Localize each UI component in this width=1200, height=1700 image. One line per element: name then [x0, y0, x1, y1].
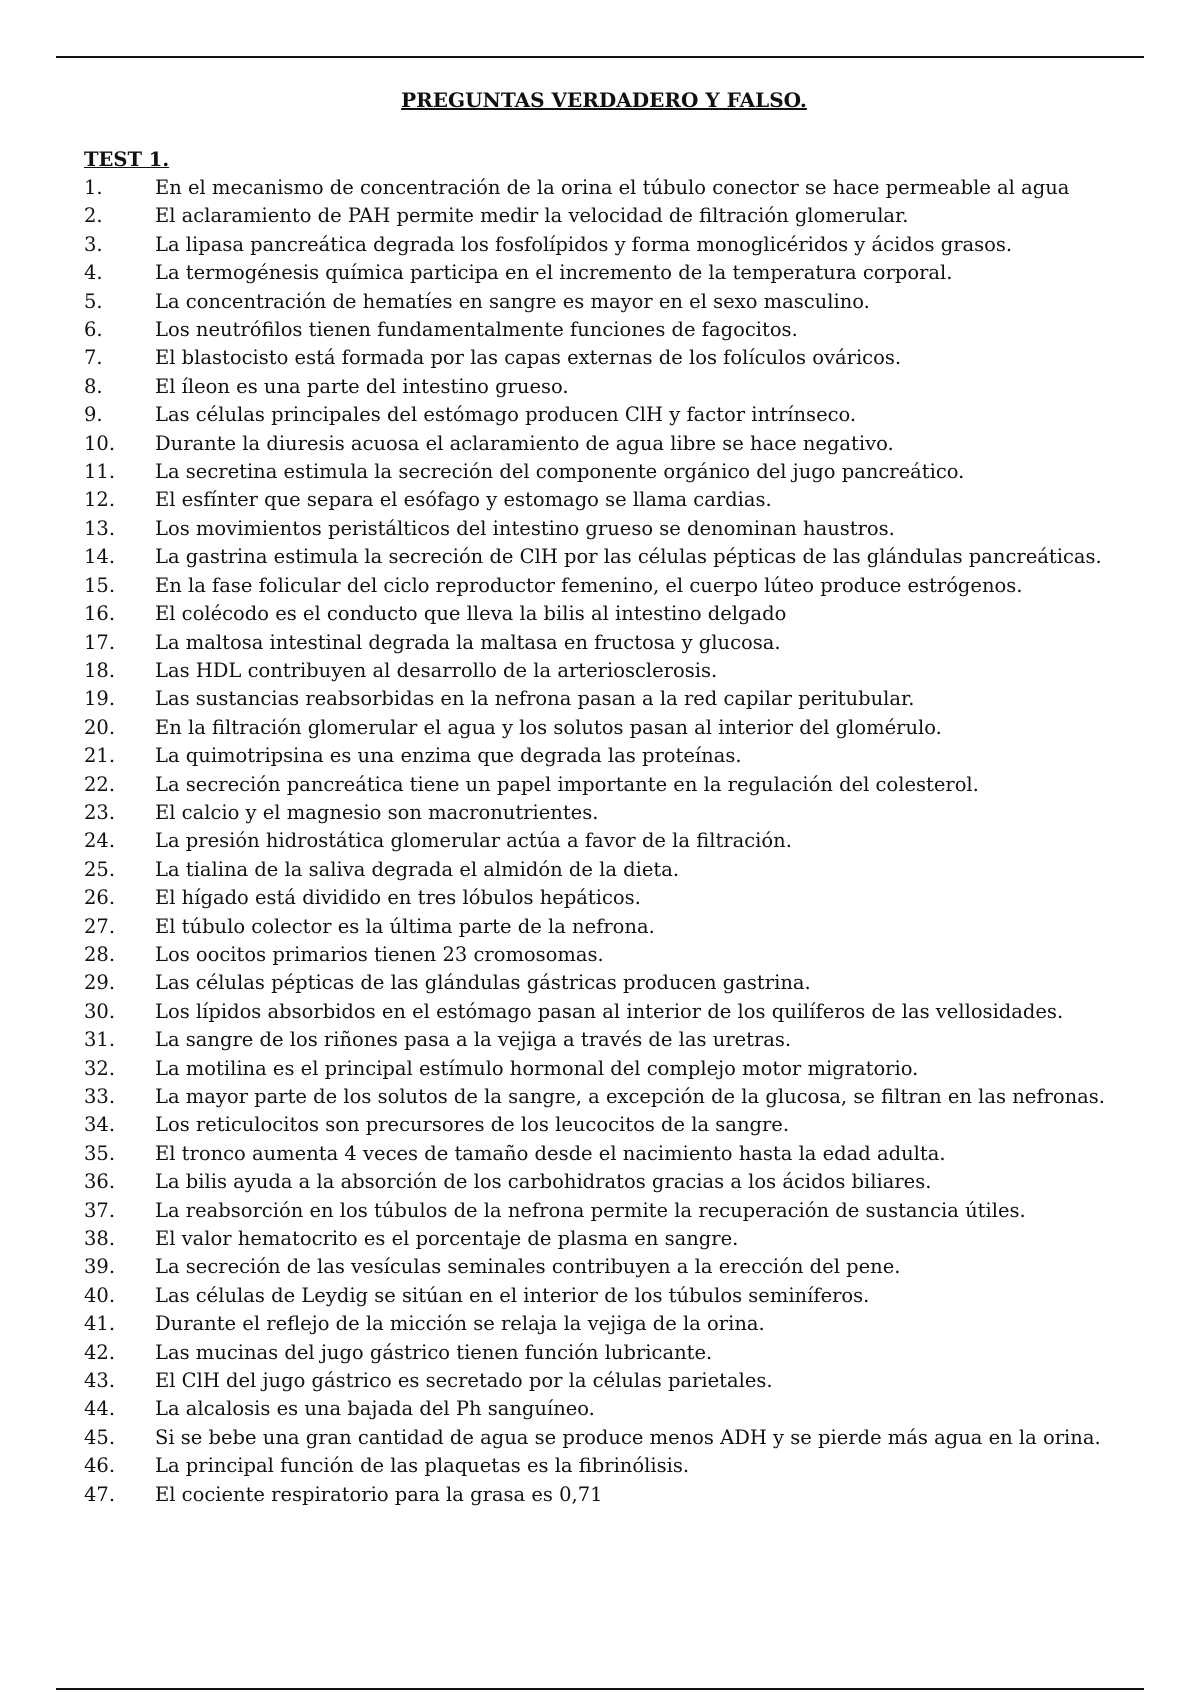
question-number: 22. — [84, 772, 116, 796]
question-text: La secreción pancreática tiene un papel importante en la regulación del colesterol. — [155, 772, 979, 796]
question-text: Durante la diuresis acuosa el aclaramiento de agua libre se hace negativo. — [155, 431, 894, 455]
question-number: 25. — [84, 857, 116, 881]
question-text: La tialina de la saliva degrada el almidón de la dieta. — [155, 857, 680, 881]
question-number: 20. — [84, 715, 116, 739]
question-number: 33. — [84, 1085, 116, 1108]
test-label: TEST 1. — [84, 148, 170, 171]
question-text: El cociente respiratorio para la grasa es 0,71 — [155, 1482, 603, 1506]
question-number: 40. — [84, 1283, 116, 1307]
question-item — [84, 685, 1124, 713]
question-number: 27. — [84, 914, 116, 938]
question-item — [84, 1481, 1124, 1509]
question-number: 45. — [84, 1425, 116, 1449]
question-text: La secreción de las vesículas seminales contribuyen a la erección del pene. — [155, 1255, 901, 1279]
question-text: El valor hematocrito es el porcentaje de plasma en sangre. — [155, 1227, 739, 1251]
question-number: 19. — [84, 687, 116, 711]
question-item — [84, 202, 1124, 230]
question-text: La sangre de los riñones pasa a la vejiga a través de las uretras. — [155, 1028, 792, 1052]
question-number: 43. — [84, 1369, 116, 1393]
question-number: 4. — [84, 261, 103, 285]
question-text: En la filtración glomerular el agua y los solutos pasan al interior del glomérulo. — [155, 715, 942, 739]
question-text: Los oocitos primarios tienen 23 cromosomas. — [155, 942, 604, 966]
question-text: La alcalosis es una bajada del Ph sanguíneo. — [155, 1397, 595, 1421]
question-number: 8. — [84, 374, 103, 398]
question-number: 39. — [84, 1255, 116, 1279]
question-text: Las sustancias reabsorbidas en la nefrona pasan a la red capilar peritubular. — [155, 687, 915, 711]
question-item — [84, 344, 1124, 372]
question-text: La quimotripsina es una enzima que degrada las proteínas. — [155, 744, 742, 768]
question-text: El aclaramiento de PAH permite medir la velocidad de filtración glomerular. — [155, 204, 909, 228]
question-number: 31. — [84, 1028, 116, 1052]
question-number: 42. — [84, 1340, 116, 1364]
question-number: 6. — [84, 318, 103, 342]
question-item — [84, 1197, 1124, 1225]
question-number: 3. — [84, 232, 103, 256]
question-text: Los neutrófilos tienen fundamentalmente funciones de fagocitos. — [155, 318, 798, 342]
question-text: La termogénesis química participa en el incremento de la temperatura corporal. — [155, 261, 953, 285]
question-text: Las células pépticas de las glándulas gástricas producen gastrina. — [155, 971, 811, 995]
question-item — [84, 231, 1124, 259]
question-number: 1. — [84, 176, 103, 199]
question-item — [84, 316, 1124, 344]
question-item — [84, 884, 1124, 912]
question-number: 37. — [84, 1198, 116, 1222]
question-item — [84, 827, 1124, 855]
question-item — [84, 1253, 1124, 1281]
question-item — [84, 629, 1124, 657]
question-number: 28. — [84, 942, 116, 966]
question-item — [84, 1140, 1124, 1168]
question-text: El hígado está dividido en tres lóbulos hepáticos. — [155, 886, 641, 910]
question-item — [84, 1225, 1124, 1253]
document-body — [84, 86, 1124, 1509]
question-number: 14. — [84, 545, 116, 569]
question-text: Si se bebe una gran cantidad de agua se produce menos ADH y se pierde más agua en la orina. — [155, 1425, 1101, 1449]
question-number: 34. — [84, 1113, 116, 1137]
footer-rule — [56, 1688, 1144, 1690]
question-number: 44. — [84, 1397, 116, 1421]
question-item — [84, 1367, 1124, 1395]
question-number: 7. — [84, 346, 103, 370]
question-item — [84, 1452, 1124, 1480]
question-item — [84, 856, 1124, 884]
question-item — [84, 1055, 1124, 1083]
question-number: 5. — [84, 289, 103, 313]
question-item — [84, 373, 1124, 401]
question-item — [84, 543, 1124, 571]
question-item — [84, 486, 1124, 514]
question-item — [84, 458, 1124, 486]
question-item — [84, 430, 1124, 458]
question-number: 30. — [84, 999, 116, 1023]
question-item — [84, 1168, 1124, 1196]
question-text: Durante el reflejo de la micción se relaja la vejiga de la orina. — [155, 1312, 765, 1336]
question-number: 12. — [84, 488, 116, 512]
question-text: Los movimientos peristálticos del intestino grueso se denominan haustros. — [155, 516, 895, 540]
question-text: Las células principales del estómago producen ClH y factor intrínseco. — [155, 403, 857, 427]
question-text: Las mucinas del jugo gástrico tienen función lubricante. — [155, 1340, 713, 1364]
question-number: 2. — [84, 204, 103, 228]
question-number: 36. — [84, 1170, 116, 1194]
question-item — [84, 600, 1124, 628]
question-list — [84, 174, 1124, 1509]
question-number: 46. — [84, 1454, 116, 1478]
question-number: 15. — [84, 573, 116, 597]
question-text: El ClH del jugo gástrico es secretado por la células parietales. — [155, 1369, 773, 1393]
question-number: 9. — [84, 403, 103, 427]
question-item — [84, 1395, 1124, 1423]
question-item — [84, 1310, 1124, 1338]
question-text: La concentración de hematíes en sangre es mayor en el sexo masculino. — [155, 289, 870, 313]
question-text: La lipasa pancreática degrada los fosfolípidos y forma monoglicéridos y ácidos grasos. — [155, 232, 1013, 256]
question-item — [84, 1424, 1124, 1452]
question-number: 17. — [84, 630, 116, 654]
question-text: La gastrina estimula la secreción de ClH por las células pépticas de las glándulas pancreáticas. — [155, 545, 1102, 569]
question-text: En la fase folicular del ciclo reproductor femenino, el cuerpo lúteo produce estrógenos. — [155, 573, 1023, 597]
question-text: El colécodo es el conducto que lleva la bilis al intestino delgado — [155, 602, 787, 626]
question-item — [84, 259, 1124, 287]
question-text: El íleon es una parte del intestino grueso. — [155, 374, 569, 398]
question-item — [84, 572, 1124, 600]
question-item — [84, 515, 1124, 543]
header-rule — [56, 56, 1144, 58]
question-number: 21. — [84, 744, 116, 768]
question-item — [84, 288, 1124, 316]
question-number: 11. — [84, 460, 116, 484]
question-text: Los reticulocitos son precursores de los leucocitos de la sangre. — [155, 1113, 790, 1137]
question-item — [84, 1282, 1124, 1310]
question-number: 10. — [84, 431, 116, 455]
question-text: La bilis ayuda a la absorción de los carbohidratos gracias a los ácidos biliares. — [155, 1170, 932, 1194]
question-number: 24. — [84, 829, 116, 853]
question-text: Los lípidos absorbidos en el estómago pasan al interior de los quilíferos de las vellosidades. — [155, 999, 1064, 1023]
question-text: El esfínter que separa el esófago y estomago se llama cardias. — [155, 488, 772, 512]
question-text: La mayor parte de los solutos de la sangre, a excepción de la glucosa, se filtran en las nefronas. — [155, 1085, 1105, 1108]
question-text: Las HDL contribuyen al desarrollo de la arteriosclerosis. — [155, 658, 718, 682]
question-text: El tronco aumenta 4 veces de tamaño desde el nacimiento hasta la edad adulta. — [155, 1141, 946, 1165]
question-text: Las células de Leydig se sitúan en el interior de los túbulos seminíferos. — [155, 1283, 870, 1307]
question-item — [84, 1339, 1124, 1367]
question-item — [84, 913, 1124, 941]
question-item — [84, 1111, 1124, 1139]
question-number: 18. — [84, 658, 116, 682]
question-number: 32. — [84, 1056, 116, 1080]
question-text: La reabsorción en los túbulos de la nefrona permite la recuperación de sustancia útiles. — [155, 1198, 1026, 1222]
question-item — [84, 401, 1124, 429]
question-text: El blastocisto está formada por las capas externas de los folículos ováricos. — [155, 346, 902, 370]
question-item — [84, 941, 1124, 969]
question-item — [84, 1026, 1124, 1054]
question-text: La secretina estimula la secreción del componente orgánico del jugo pancreático. — [155, 460, 965, 484]
question-text: El túbulo colector es la última parte de la nefrona. — [155, 914, 655, 938]
question-text: La motilina es el principal estímulo hormonal del complejo motor migratorio. — [155, 1056, 919, 1080]
question-number: 29. — [84, 971, 116, 995]
question-text: La presión hidrostática glomerular actúa a favor de la filtración. — [155, 829, 792, 853]
question-text: El calcio y el magnesio son macronutrientes. — [155, 800, 599, 824]
question-text: La principal función de las plaquetas es la fibrinólisis. — [155, 1454, 690, 1478]
question-number: 26. — [84, 886, 116, 910]
question-text: La maltosa intestinal degrada la maltasa en fructosa y glucosa. — [155, 630, 781, 654]
question-number: 41. — [84, 1312, 116, 1336]
question-number: 38. — [84, 1227, 116, 1251]
question-item — [84, 742, 1124, 770]
document-title: PREGUNTAS VERDADERO Y FALSO. — [401, 88, 807, 112]
question-item — [84, 998, 1124, 1026]
question-number: 47. — [84, 1482, 116, 1506]
question-item — [84, 657, 1124, 685]
question-item — [84, 969, 1124, 997]
question-number: 16. — [84, 602, 116, 626]
question-number: 23. — [84, 800, 116, 824]
question-text: En el mecanismo de concentración de la orina el túbulo conector se hace permeable al agua — [155, 176, 1070, 199]
question-item — [84, 771, 1124, 799]
question-item — [84, 799, 1124, 827]
question-number: 35. — [84, 1141, 116, 1165]
question-item — [84, 174, 1124, 202]
question-number: 13. — [84, 516, 116, 540]
question-item — [84, 714, 1124, 742]
question-item — [84, 1083, 1124, 1111]
